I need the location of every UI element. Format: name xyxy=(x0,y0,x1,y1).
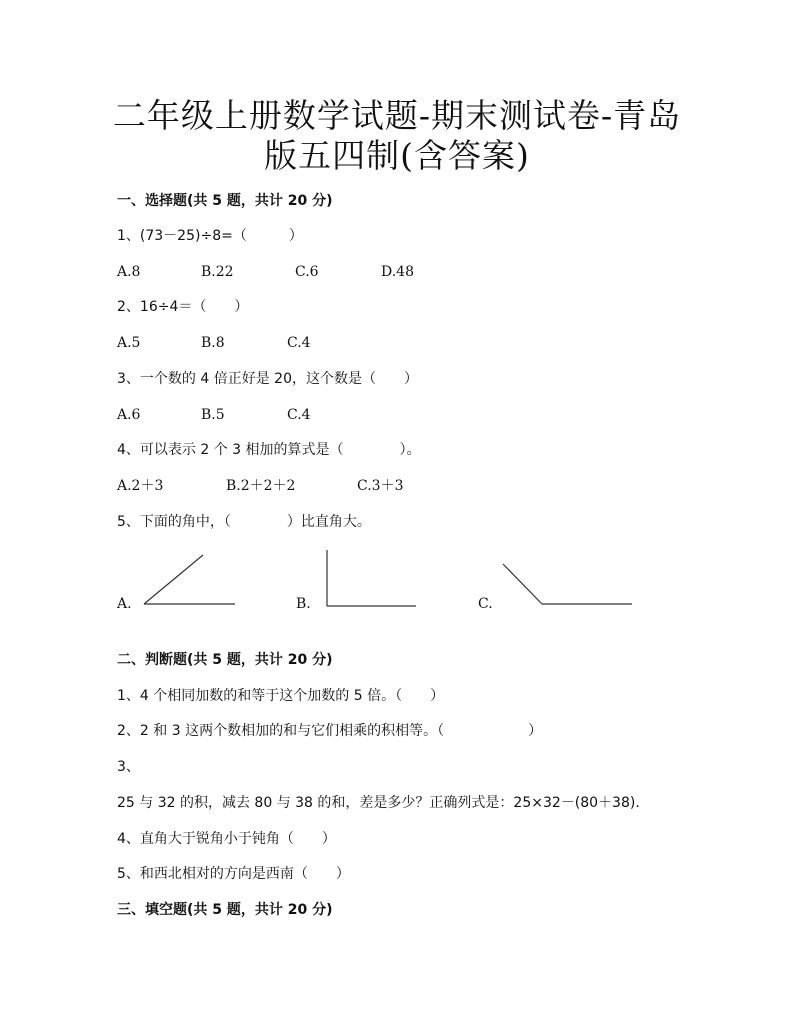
option-1-3-a: A.6 xyxy=(117,407,141,423)
option-1-3-c: C.4 xyxy=(287,407,311,423)
section-heading-judgement: 二、判断题(共 5 题，共计 20 分) xyxy=(117,652,333,668)
option-1-4-b: B.2＋2＋2 xyxy=(226,478,296,494)
option-1-1-c: C.6 xyxy=(295,264,319,280)
angle-a-acute-figure xyxy=(144,555,235,604)
section-heading-choice: 一、选择题(共 5 题，共计 20 分) xyxy=(117,193,333,209)
question-2-2: 2、2 和 3 这两个数相加的和与它们相乘的积相等。（ ） xyxy=(117,723,543,739)
question-2-5: 5、和西北相对的方向是西南（ ） xyxy=(117,866,350,882)
question-2-3-text: 25 与 32 的积，减去 80 与 38 的和，差是多少？正确列式是：25×32－(80＋38). xyxy=(117,795,640,811)
question-2-1: 1、4 个相同加数的和等于这个加数的 5 倍。（ ） xyxy=(117,688,445,704)
option-1-5-c: C. xyxy=(478,596,493,612)
angle-c-obtuse-figure xyxy=(503,564,632,604)
option-1-1-d: D.48 xyxy=(381,264,414,280)
option-1-2-b: B.8 xyxy=(201,335,225,351)
question-1-3: 3、一个数的 4 倍正好是 20，这个数是（ ） xyxy=(117,371,418,387)
option-1-4-c: C.3＋3 xyxy=(357,478,404,494)
option-1-5-a: A. xyxy=(117,596,132,612)
question-1-4: 4、可以表示 2 个 3 相加的算式是（ ）。 xyxy=(117,442,421,458)
option-1-1-a: A.8 xyxy=(117,264,141,280)
option-1-2-a: A.5 xyxy=(117,335,141,351)
question-1-1: 1、(73－25)÷8=（ ） xyxy=(117,228,303,244)
page-title-line-2: 版五四制(含答案) xyxy=(264,136,530,175)
option-1-4-a: A.2＋3 xyxy=(117,478,164,494)
option-1-2-c: C.4 xyxy=(287,335,311,351)
option-1-1-b: B.22 xyxy=(201,264,234,280)
angle-b-right-figure xyxy=(327,550,416,606)
question-2-4: 4、直角大于锐角小于钝角（ ） xyxy=(117,831,336,847)
option-1-3-b: B.5 xyxy=(201,407,225,423)
section-heading-fill-in: 三、填空题(共 5 题，共计 20 分) xyxy=(117,902,333,918)
option-1-5-b: B. xyxy=(296,596,311,612)
page-title-line-1: 二年级上册数学试题-期末测试卷-青岛 xyxy=(112,96,682,135)
question-2-3-number: 3、 xyxy=(117,759,140,775)
question-1-2: 2、16÷4＝（ ） xyxy=(117,299,249,315)
question-1-5: 5、下面的角中，（ ）比直角大。 xyxy=(117,514,371,530)
